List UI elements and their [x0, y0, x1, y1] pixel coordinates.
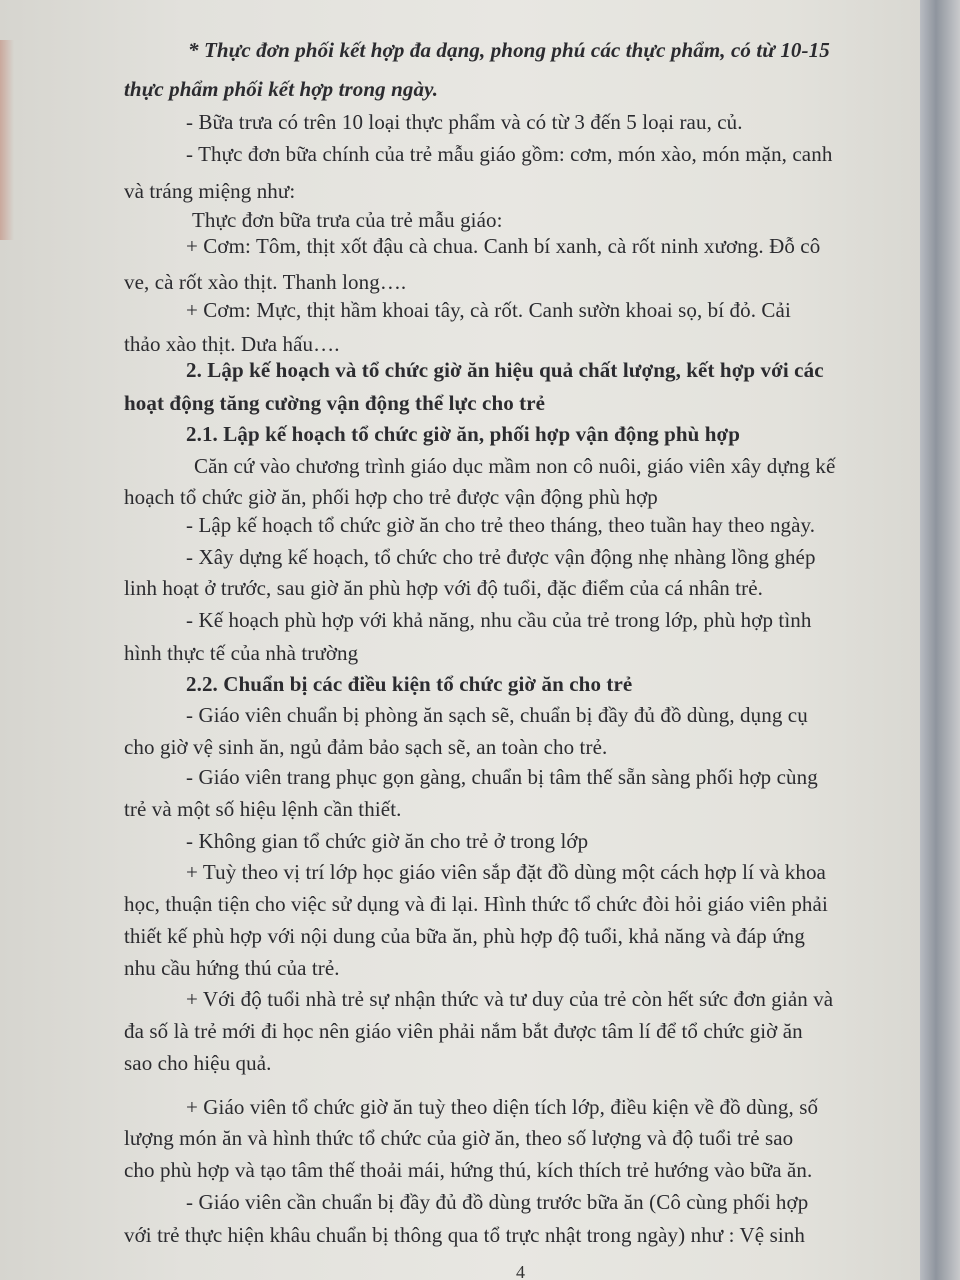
text-line: - Lập kế hoạch tổ chức giờ ăn cho trẻ theo tháng, theo tuần hay theo ngày. [186, 513, 816, 537]
text-line: - Giáo viên chuẩn bị phòng ăn sạch sẽ, chuẩn bị đầy đủ đồ dùng, dụng cụ [186, 703, 808, 727]
text-line: - Xây dựng kế hoạch, tổ chức cho trẻ được vận động nhẹ nhàng lồng ghép [186, 545, 816, 569]
text-line: học, thuận tiện cho việc sử dụng và đi lại. Hình thức tổ chức đòi hỏi giáo viên phải [124, 892, 828, 916]
text-line: nhu cầu hứng thú của trẻ. [124, 956, 340, 980]
text-line: Căn cứ vào chương trình giáo dục mầm non cô nuôi, giáo viên xây dựng kế [194, 454, 836, 478]
text-line: + Tuỳ theo vị trí lớp học giáo viên sắp đặt đồ dùng một cách hợp lí và khoa [186, 860, 826, 884]
text-line: với trẻ thực hiện khâu chuẩn bị thông qua tổ trực nhật trong ngày) như : Vệ sinh [124, 1223, 805, 1247]
text-line: cho phù hợp và tạo tâm thế thoải mái, hứng thú, kích thích trẻ hướng vào bữa ăn. [124, 1158, 813, 1182]
text-line: Thực đơn bữa trưa của trẻ mẫu giáo: [192, 208, 503, 232]
text-line: - Kế hoạch phù hợp với khả năng, nhu cầu của trẻ trong lớp, phù hợp tình [186, 608, 812, 632]
text-line: + Cơm: Mực, thịt hầm khoai tây, cà rốt. Canh sườn khoai sọ, bí đỏ. Cải [186, 298, 791, 322]
section-heading: hoạt động tăng cường vận động thể lực cho trẻ [124, 391, 546, 415]
text-line: - Giáo viên cần chuẩn bị đầy đủ đồ dùng trước bữa ăn (Cô cùng phối hợp [186, 1190, 809, 1214]
text-line: lượng món ăn và hình thức tổ chức của giờ ăn, theo số lượng và độ tuổi trẻ sao [124, 1126, 794, 1150]
text-line: thực phẩm phối kết hợp trong ngày. [124, 77, 439, 101]
background-surface [920, 0, 960, 1280]
text-line: thiết kế phù hợp với nội dung của bữa ăn, phù hợp độ tuổi, khả năng và đáp ứng [124, 924, 805, 948]
text-line: linh hoạt ở trước, sau giờ ăn phù hợp với độ tuổi, đặc điểm của cá nhân trẻ. [124, 576, 764, 600]
page-number: 4 [516, 1262, 525, 1280]
text-line: + Cơm: Tôm, thịt xốt đậu cà chua. Canh bí xanh, cà rốt ninh xương. Đỗ cô [186, 234, 821, 258]
subsection-heading: 2.1. Lập kế hoạch tổ chức giờ ăn, phối hợp vận động phù hợp [186, 422, 741, 446]
text-line: - Thực đơn bữa chính của trẻ mẫu giáo gồm: cơm, món xào, món mặn, canh [186, 142, 833, 166]
text-line: + Giáo viên tổ chức giờ ăn tuỳ theo diện tích lớp, điều kiện về đồ dùng, số [186, 1095, 819, 1119]
text-line: và tráng miệng như: [124, 179, 296, 203]
paper-stain [0, 40, 14, 240]
text-line: hình thực tế của nhà trường [124, 641, 359, 665]
text-line: * Thực đơn phối kết hợp đa dạng, phong phú các thực phẩm, có từ 10-15 [188, 38, 830, 62]
text-line: - Bữa trưa có trên 10 loại thực phẩm và có từ 3 đến 5 loại rau, củ. [186, 110, 743, 134]
text-line: cho giờ vệ sinh ăn, ngủ đảm bảo sạch sẽ, an toàn cho trẻ. [124, 735, 608, 759]
text-line: - Không gian tổ chức giờ ăn cho trẻ ở trong lớp [186, 829, 589, 853]
text-line: + Với độ tuổi nhà trẻ sự nhận thức và tư duy của trẻ còn hết sức đơn giản và [186, 987, 834, 1011]
text-line: đa số là trẻ mới đi học nên giáo viên phải nắm bắt được tâm lí để tổ chức giờ ăn [124, 1019, 803, 1043]
text-line: sao cho hiệu quả. [124, 1051, 272, 1075]
text-line: ve, cà rốt xào thịt. Thanh long…. [124, 270, 407, 294]
section-heading: 2. Lập kế hoạch và tổ chức giờ ăn hiệu quả chất lượng, kết hợp với các [186, 358, 824, 382]
text-line: thảo xào thịt. Dưa hấu…. [124, 332, 340, 356]
text-line: trẻ và một số hiệu lệnh cần thiết. [124, 797, 402, 821]
subsection-heading: 2.2. Chuẩn bị các điều kiện tổ chức giờ ăn cho trẻ [186, 672, 633, 696]
text-line: - Giáo viên trang phục gọn gàng, chuẩn bị tâm thế sẵn sàng phối hợp cùng [186, 765, 818, 789]
text-line: hoạch tổ chức giờ ăn, phối hợp cho trẻ được vận động phù hợp [124, 485, 658, 509]
